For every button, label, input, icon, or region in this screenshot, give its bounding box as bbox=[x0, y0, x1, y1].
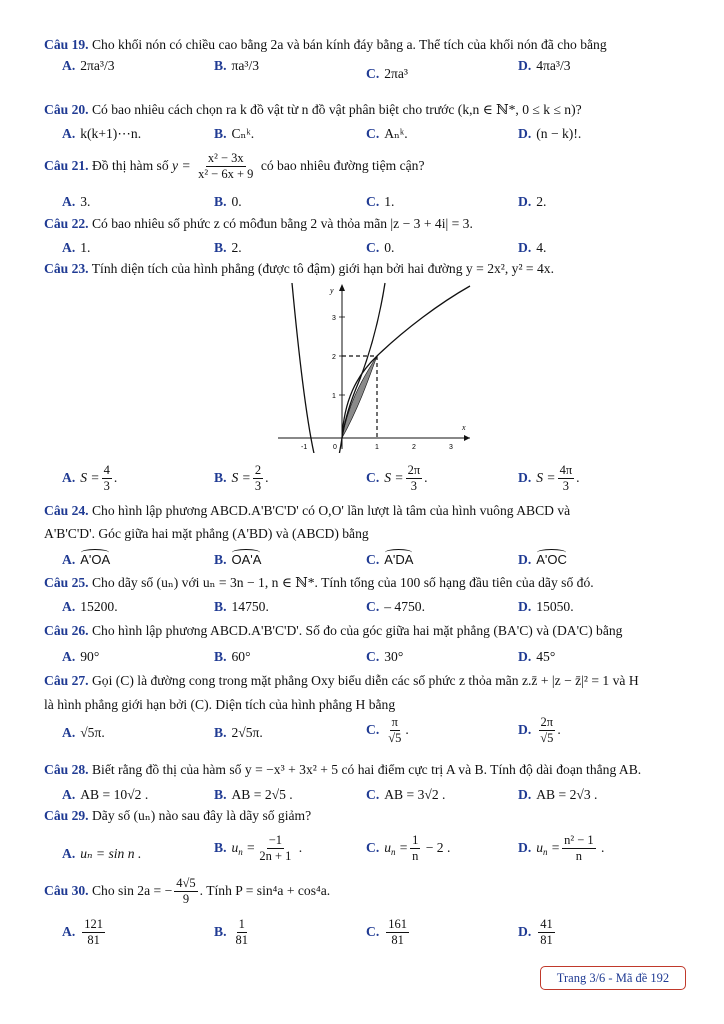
question-number: Câu 22. bbox=[44, 216, 89, 231]
question-number: Câu 27. bbox=[44, 673, 89, 688]
option-b[interactable]: B. 60° bbox=[214, 649, 251, 664]
question-number: Câu 24. bbox=[44, 503, 89, 518]
y-tick-3: 3 bbox=[332, 315, 336, 322]
option-a[interactable]: A. √5π. bbox=[62, 725, 105, 740]
option-b-text: 60° bbox=[231, 649, 251, 664]
question-text-line1: Cho hình lập phương ABCD.A'B'C'D' có O,O' lần lượt là tâm của hình vuông ABCD và bbox=[91, 503, 571, 518]
option-b[interactable]: B. 2√5π. bbox=[214, 725, 263, 740]
option-b[interactable]: B. S = $\frac{2}{3}$ . bbox=[214, 463, 269, 494]
question-number: Câu 28. bbox=[44, 762, 89, 777]
option-b[interactable]: B. AB = 2√5 . bbox=[214, 787, 293, 802]
option-a[interactable]: A. 90° bbox=[62, 649, 100, 664]
option-b[interactable]: B. 14750. bbox=[214, 599, 269, 614]
option-d-text: 45° bbox=[536, 649, 556, 664]
question-text-line1: Gọi (C) là đường cong trong mặt phẳng Oxy biểu diễn các số phức z thỏa mãn z.z̄ + |z − z̄|² = 1 và H bbox=[91, 673, 639, 688]
y-tick-2: 2 bbox=[332, 354, 336, 361]
option-a-text: 90° bbox=[80, 649, 100, 664]
question-text: Có bao nhiêu cách chọn ra k đồ vật từ n đồ vật phân biệt cho trước (k,n ∈ ℕ*, 0 ≤ k ≤ n)? bbox=[91, 102, 582, 117]
option-b-text: 14750. bbox=[231, 599, 269, 614]
question-26 bbox=[44, 623, 694, 639]
option-b-text: 2. bbox=[231, 240, 242, 255]
option-c-text: Aₙᵏ. bbox=[384, 126, 408, 141]
option-a-text: AB = 10√2 . bbox=[80, 787, 149, 802]
x-axis-label: x bbox=[462, 423, 466, 432]
option-a-text: 2πa³/3 bbox=[80, 58, 115, 73]
question-number: Câu 26. bbox=[44, 623, 89, 638]
question-25 bbox=[44, 575, 694, 591]
question-23 bbox=[44, 261, 694, 277]
option-b[interactable]: B. $u_n$ = $\frac{-1}{2n + 1}$ . bbox=[214, 833, 303, 864]
option-d[interactable]: D. AB = 2√3 . bbox=[518, 787, 598, 802]
option-d-text: 2. bbox=[536, 194, 547, 209]
question-number: Câu 21. bbox=[44, 157, 89, 173]
option-c[interactable]: C. Aₙᵏ. bbox=[366, 126, 408, 141]
area-graph bbox=[270, 281, 480, 453]
option-d-text: AB = 2√3 . bbox=[536, 787, 598, 802]
question-29 bbox=[44, 808, 694, 824]
option-d[interactable]: D. 4. bbox=[518, 240, 547, 255]
question-text-pre: Cho sin 2a = − bbox=[91, 882, 173, 898]
question-text-post: có bao nhiêu đường tiệm cận? bbox=[260, 157, 425, 173]
option-c-text: 0. bbox=[384, 240, 395, 255]
option-a[interactable]: A. 3. bbox=[62, 194, 91, 209]
question-text-line2: A'B'C'D'. Góc giữa hai mặt phẳng (A'BD) và (ABCD) bằng bbox=[44, 526, 369, 541]
option-a-text: uₙ = sin n . bbox=[80, 846, 142, 861]
question-27 bbox=[44, 673, 694, 689]
y-axis-label: y bbox=[330, 286, 334, 295]
function-fraction: $\frac{\text{x² − 3x}}{\text{x² − 6x + 9}}$ bbox=[198, 151, 254, 182]
option-b[interactable]: B. OA'A bbox=[214, 549, 261, 568]
option-a[interactable]: A. 15200. bbox=[62, 599, 118, 614]
question-text: Biết rằng đồ thị của hàm số y = −x³ + 3x² + 5 có hai điểm cực trị A và B. Tính độ dài đoạn thẳng AB. bbox=[91, 762, 642, 777]
option-c[interactable]: C. A'DA bbox=[366, 549, 413, 568]
option-c[interactable]: C. AB = 3√2 . bbox=[366, 787, 446, 802]
option-b-text: AB = 2√5 . bbox=[231, 787, 293, 802]
question-text: Có bao nhiêu số phức z có môđun bằng 2 và thỏa mãn |z − 3 + 4i| = 3. bbox=[91, 216, 473, 231]
option-c[interactable]: C. – 4750. bbox=[366, 599, 425, 614]
question-number: Câu 30. bbox=[44, 882, 89, 898]
option-d[interactable]: D. $\frac{2\pi}{√5}$ . bbox=[518, 715, 561, 746]
question-24 bbox=[44, 503, 694, 519]
option-b[interactable]: B. 0. bbox=[214, 194, 242, 209]
question-number: Câu 20. bbox=[44, 102, 89, 117]
option-d[interactable]: D. 15050. bbox=[518, 599, 574, 614]
question-27-line2 bbox=[44, 697, 694, 713]
option-c[interactable]: C. 0. bbox=[366, 240, 395, 255]
option-a[interactable]: A. 1. bbox=[62, 240, 91, 255]
y-tick-1: 1 bbox=[332, 393, 336, 400]
x-tick-2: 2 bbox=[412, 444, 416, 451]
question-number: Câu 25. bbox=[44, 575, 89, 590]
option-a[interactable]: A. k(k+1)⋯n. bbox=[62, 126, 142, 141]
option-a-text: k(k+1)⋯n. bbox=[80, 126, 142, 141]
option-a-text: √5π. bbox=[80, 725, 105, 740]
option-c[interactable]: C. 1. bbox=[366, 194, 395, 209]
option-a-text: A'OA bbox=[80, 549, 110, 567]
option-a[interactable]: A. uₙ = sin n . bbox=[62, 846, 142, 861]
question-number: Câu 29. bbox=[44, 808, 89, 823]
question-text: Dãy số (uₙ) nào sau đây là dãy số giảm? bbox=[91, 808, 312, 823]
option-d[interactable]: D. A'OC bbox=[518, 549, 567, 568]
option-c-text: 1. bbox=[384, 194, 395, 209]
option-c[interactable]: C. 2πa³ bbox=[366, 66, 408, 81]
option-a[interactable]: A. 2πa³/3 bbox=[62, 58, 115, 73]
question-text-pre: Đồ thị hàm số bbox=[91, 157, 169, 173]
option-d-text: A'OC bbox=[536, 549, 567, 567]
option-b-text: Cₙᵏ. bbox=[231, 126, 255, 141]
option-d[interactable]: D. $u_n$ = $\frac{\text{n² − 1}}{n}$ . bbox=[518, 833, 605, 864]
option-d-text: 4πa³/3 bbox=[536, 58, 571, 73]
option-c-text: AB = 3√2 . bbox=[384, 787, 446, 802]
option-a-text: 15200. bbox=[80, 599, 118, 614]
question-28 bbox=[44, 762, 694, 778]
option-c-text: – 4750. bbox=[384, 599, 425, 614]
y-axis-arrow bbox=[339, 284, 345, 291]
shaded-region-shape bbox=[342, 356, 377, 438]
question-text-line2: là hình phẳng giới hạn bởi (C). Diện tích của hình phẳng H bằng bbox=[44, 697, 396, 712]
option-c-text: 2πa³ bbox=[384, 66, 408, 81]
option-c[interactable]: C. $u_n$ = $\frac{1}{n}$ − 2 . bbox=[366, 833, 451, 864]
x-tick-0: 0 bbox=[333, 444, 337, 451]
option-c[interactable]: C. S = $\frac{2\pi}{3}$ . bbox=[366, 463, 428, 494]
question-21: Câu 21. Đồ thị hàm số y = $\frac{\text{x² − 3x}}{\text{x² − 6x + 9}}$ có bao nhiêu đường tiệm cận? bbox=[44, 151, 425, 182]
option-a[interactable]: A. AB = 10√2 . bbox=[62, 787, 149, 802]
option-d[interactable]: D. $\frac{41}{81}$ bbox=[518, 917, 553, 948]
question-text-post: . Tính P = sin⁴a + cos⁴a. bbox=[199, 882, 331, 898]
question-19 bbox=[44, 37, 694, 53]
option-d[interactable]: D. (n − k)!. bbox=[518, 126, 582, 141]
option-d-text: (n − k)!. bbox=[536, 126, 582, 141]
option-a-text: 1. bbox=[80, 240, 91, 255]
option-c[interactable]: C. $\frac{\pi}{√5}$ . bbox=[366, 715, 409, 746]
x-tick-1: 1 bbox=[375, 444, 379, 451]
option-c-text: 30° bbox=[384, 649, 404, 664]
question-text: Tính diện tích của hình phẳng (được tô đậm) giới hạn bởi hai đường y = 2x², y² = 4x. bbox=[91, 261, 554, 276]
question-number: Câu 19. bbox=[44, 37, 89, 52]
option-a[interactable]: A. $\frac{121}{81}$ bbox=[62, 917, 103, 948]
question-22 bbox=[44, 216, 694, 232]
option-d-text: 15050. bbox=[536, 599, 574, 614]
option-d-text: 4. bbox=[536, 240, 547, 255]
option-c[interactable]: C. $\frac{161}{81}$ bbox=[366, 917, 407, 948]
question-text: Cho hình lập phương ABCD.A'B'C'D'. Số đo của góc giữa hai mặt phẳng (BA'C) và (DA'C) bằng bbox=[91, 623, 623, 638]
option-b[interactable]: B. 2. bbox=[214, 240, 242, 255]
option-d[interactable]: D. 2. bbox=[518, 194, 547, 209]
option-b-text: πa³/3 bbox=[231, 58, 260, 73]
question-number: Câu 23. bbox=[44, 261, 89, 276]
option-b-text: 0. bbox=[231, 194, 242, 209]
curve-y2-4x bbox=[342, 286, 470, 438]
question-20 bbox=[44, 102, 694, 118]
question-30: Câu 30. Cho sin 2a = − $\frac{4√5}{9}$ . Tính P = sin⁴a + cos⁴a. bbox=[44, 876, 331, 907]
question-text: Cho dãy số (uₙ) với uₙ = 3n − 1, n ∈ ℕ*. Tính tổng của 100 số hạng đầu tiên của dãy số đó. bbox=[91, 575, 594, 590]
option-d[interactable]: D. 45° bbox=[518, 649, 556, 664]
option-a-text: 3. bbox=[80, 194, 91, 209]
option-b[interactable]: B. πa³/3 bbox=[214, 58, 260, 73]
option-b[interactable]: B. $\frac{1}{81}$ bbox=[214, 917, 248, 948]
page-footer: Trang 3/6 - Mã đề 192 bbox=[540, 966, 686, 990]
option-b[interactable]: B. Cₙᵏ. bbox=[214, 126, 255, 141]
option-b-text: OA'A bbox=[231, 549, 261, 567]
question-text: Cho khối nón có chiều cao bằng 2a và bán kính đáy bằng a. Thể tích của khối nón đã cho bằng bbox=[91, 37, 607, 52]
x-tick-3: 3 bbox=[449, 444, 453, 451]
option-c[interactable]: C. 30° bbox=[366, 649, 404, 664]
option-a[interactable]: A. S = $\frac{4}{3}$ . bbox=[62, 463, 118, 494]
option-d[interactable]: D. 4πa³/3 bbox=[518, 58, 571, 73]
question-24-line2 bbox=[44, 526, 694, 542]
option-b-text: 2√5π. bbox=[231, 725, 263, 740]
option-d[interactable]: D. S = $\frac{4\pi}{3}$ . bbox=[518, 463, 580, 494]
x-tick-neg1: -1 bbox=[301, 444, 308, 451]
x-axis-arrow bbox=[464, 435, 470, 441]
option-c-text: A'DA bbox=[384, 549, 413, 567]
option-a[interactable]: A. A'OA bbox=[62, 549, 110, 568]
